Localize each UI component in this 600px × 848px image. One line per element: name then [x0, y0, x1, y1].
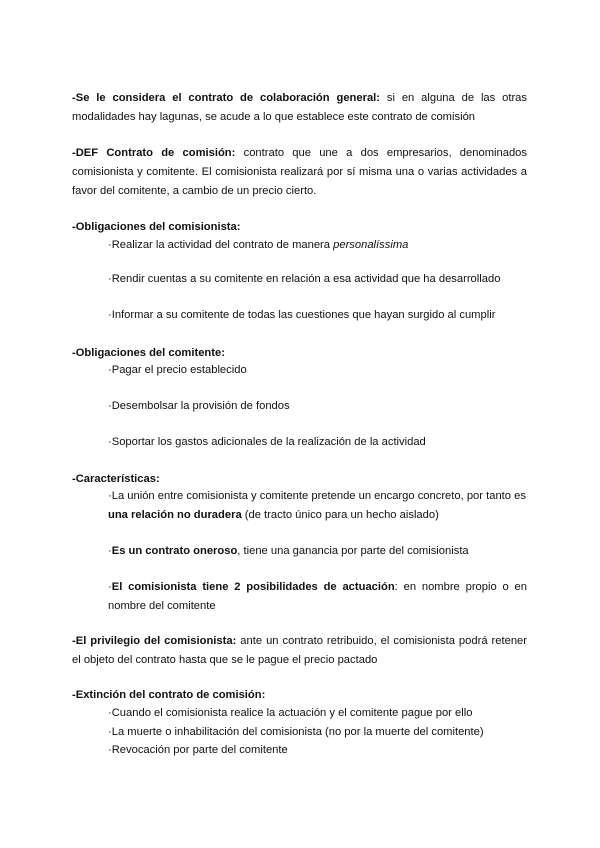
list-item: ·Pagar el precio establecido: [108, 364, 247, 376]
list-item: ·Realizar la actividad del contrato de manera personalíssima: [108, 239, 409, 251]
list-item: ·Rendir cuentas a su comitente en relación a esa actividad que ha desarrollado: [108, 273, 501, 285]
list-item: ·Es un contrato oneroso, tiene una ganancia por parte del comisionista: [108, 545, 469, 557]
heading-caracteristicas: -Características:: [72, 473, 160, 485]
list-item: ·Desembolsar la provisión de fondos: [108, 400, 290, 412]
list-item: ·Informar a su comitente de todas las cuestiones que hayan surgido al cumplir: [108, 309, 496, 321]
heading-extincion: -Extinción del contrato de comisión:: [72, 689, 266, 701]
list-item: ·La muerte o inhabilitación del comisionista (no por la muerte del comitente): [108, 726, 484, 738]
heading-obligaciones-comitente: -Obligaciones del comitente:: [72, 347, 225, 359]
paragraph-definicion: [72, 144, 527, 201]
list-item: ·Cuando el comisionista realice la actuación y el comitente pague por ello: [108, 707, 473, 719]
list-item: ·Revocación por parte del comitente: [108, 744, 288, 756]
label-colaboracion-general: -Se le considera el contrato de colaboración general:: [72, 92, 380, 104]
label-definicion: -DEF Contrato de comisión:: [72, 147, 236, 159]
list-item: ·La unión entre comisionista y comitente pretende un encargo concreto, por tanto es una relación no duradera (de tracto único para un hecho aislado): [108, 490, 526, 521]
text-colaboracion-general: si en alguna de las otras modalidades hay lagunas, se acude a lo que establece este contrato de comisión: [72, 92, 527, 123]
paragraph-privilegio: [72, 632, 527, 670]
text-privilegio: ante un contrato retribuido, el comisionista podrá retener el objeto del contrato hasta que se le pague el precio pactado: [72, 635, 527, 666]
text-definicion: contrato que une a dos empresarios, denominados comisionista y comitente. El comisionista realizará por sí misma una o varias actividades a favor del comitente, a cambio de un precio cierto.: [72, 147, 527, 197]
heading-obligaciones-comisionista: -Obligaciones del comisionista:: [72, 221, 241, 233]
label-privilegio: -El privilegio del comisionista:: [72, 635, 237, 647]
list-item: ·Soportar los gastos adicionales de la realización de la actividad: [108, 436, 426, 448]
paragraph-colaboracion-general: [72, 89, 527, 127]
list-item: ·El comisionista tiene 2 posibilidades de actuación: en nombre propio o en nombre del comitente: [108, 581, 527, 612]
